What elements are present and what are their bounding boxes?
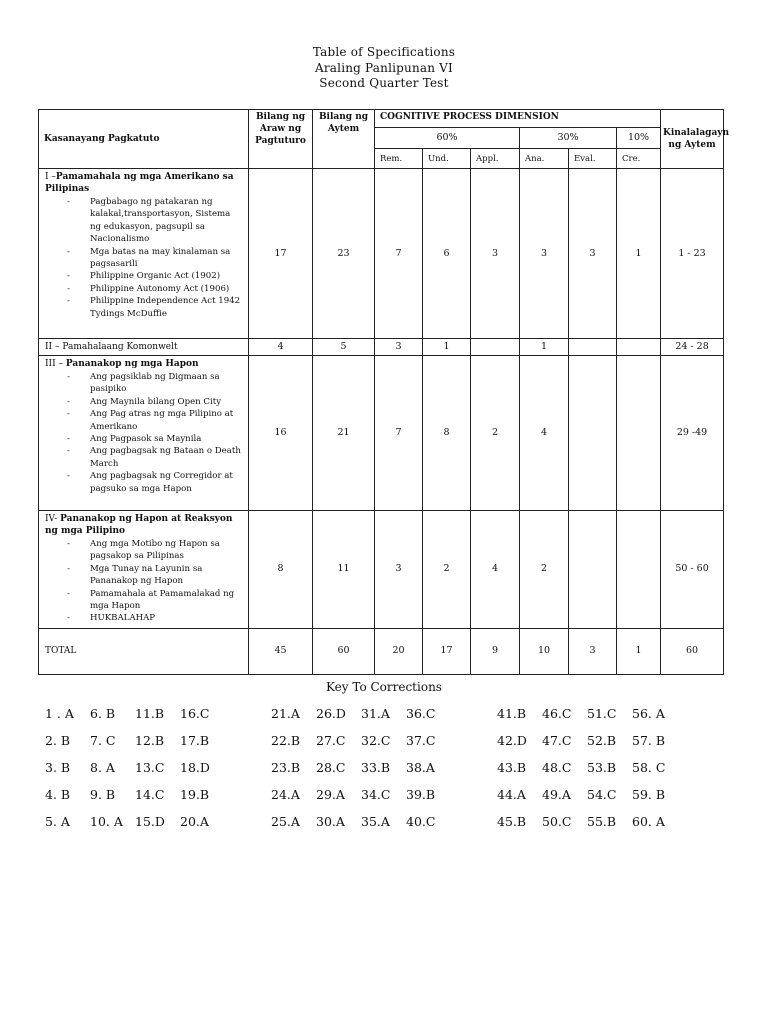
key-answer: 3. B	[45, 760, 71, 775]
cre-cell	[617, 339, 661, 356]
answer-key	[45, 706, 745, 841]
key-answer: 25.A	[271, 814, 300, 829]
list-item: - Ang Maynila bilang Open City	[45, 396, 244, 408]
topic-title: Pananakop ng Hapon at Reaksyon ng mga Pilipino	[45, 514, 233, 536]
total-ana: 10	[520, 628, 569, 674]
key-answer: 58. C	[632, 760, 666, 775]
key-answer: 43.B	[497, 760, 527, 775]
key-answer: 14.C	[135, 787, 165, 802]
key-answer: 54.C	[587, 787, 617, 802]
key-answer: 26.D	[316, 706, 346, 721]
key-answer: 41.B	[497, 706, 527, 721]
key-answer: 21.A	[271, 706, 300, 721]
key-answer: 29.A	[316, 787, 345, 802]
eval-cell	[569, 339, 617, 356]
key-answer: 50.C	[542, 814, 572, 829]
table-row	[39, 169, 724, 339]
und-cell: 1	[423, 339, 471, 356]
key-answer: 42.D	[497, 733, 527, 748]
header-und: Und.	[423, 149, 471, 169]
total-label: TOTAL	[39, 628, 249, 674]
key-answer: 8. A	[90, 760, 115, 775]
location-cell: 24 - 28	[661, 339, 724, 356]
rem-cell: 7	[375, 169, 423, 339]
appl-cell: 2	[471, 356, 520, 511]
location-cell: 29 -49	[661, 356, 724, 511]
list-item: - Mga batas na may kinalaman sa pagsasarili	[45, 246, 244, 271]
total-items: 60	[313, 628, 375, 674]
key-answer: 19.B	[180, 787, 210, 802]
table-of-specifications	[38, 109, 730, 675]
items-cell: 11	[313, 511, 375, 629]
key-answer: 7. C	[90, 733, 116, 748]
topic-title: Pamamahala ng mga Amerikano sa Pilipinas	[45, 172, 234, 194]
topic-cell	[39, 339, 249, 356]
key-answer: 52.B	[587, 733, 617, 748]
key-answer: 56. A	[632, 706, 665, 721]
topic-number: I –	[45, 172, 56, 182]
appl-cell: 4	[471, 511, 520, 629]
key-answer: 28.C	[316, 760, 346, 775]
ana-cell: 2	[520, 511, 569, 629]
title-line-1: Table of Specifications	[312, 45, 456, 59]
key-answer: 48.C	[542, 760, 572, 775]
document-title	[0, 45, 768, 92]
header-cognitive-dimension: COGNITIVE PROCESS DIMENSION	[375, 110, 661, 128]
key-answer: 1 . A	[45, 706, 74, 721]
key-answer: 10. A	[90, 814, 123, 829]
header-eval: Eval.	[569, 149, 617, 169]
list-item: - Pagbabago ng patakaran ng kalakal,transportasyon, Sistema ng edukasyon, pagsupil sa Nacionalismo	[45, 196, 244, 246]
eval-cell: 3	[569, 169, 617, 339]
key-answer: 16.C	[180, 706, 210, 721]
table-row	[39, 356, 724, 511]
key-row	[45, 760, 745, 787]
key-answer: 22.B	[271, 733, 301, 748]
header-competency: Kasanayang Pagkatuto	[39, 110, 249, 169]
days-cell: 16	[249, 356, 313, 511]
list-item: - Ang pagbagsak ng Corregidor at pagsuko sa mga Hapon	[45, 470, 244, 495]
ana-cell: 4	[520, 356, 569, 511]
items-cell: 5	[313, 339, 375, 356]
total-location: 60	[661, 628, 724, 674]
header-items: Bilang ng Aytem	[313, 110, 375, 169]
eval-cell	[569, 356, 617, 511]
key-answer: 53.B	[587, 760, 617, 775]
key-answer: 30.A	[316, 814, 345, 829]
und-cell: 6	[423, 169, 471, 339]
topic-cell	[39, 511, 249, 629]
key-answer: 20.A	[180, 814, 209, 829]
key-answer: 36.C	[406, 706, 436, 721]
cre-cell	[617, 511, 661, 629]
list-item: - Pamamahala at Pamamalakad ng mga Hapon	[45, 588, 244, 613]
header-percent-30: 30%	[520, 128, 617, 149]
total-days: 45	[249, 628, 313, 674]
header-rem: Rem.	[375, 149, 423, 169]
topic-number: III –	[45, 359, 66, 369]
key-answer: 40.C	[406, 814, 436, 829]
list-item: - HUKBALAHAP	[45, 612, 244, 624]
key-answer: 18.D	[180, 760, 210, 775]
total-eval: 3	[569, 628, 617, 674]
subtopic-list	[45, 538, 244, 625]
days-cell: 17	[249, 169, 313, 339]
title-line-3: Second Quarter Test	[319, 76, 449, 90]
header-appl: Appl.	[471, 149, 520, 169]
key-answer: 11.B	[135, 706, 165, 721]
topic-number: IV-	[45, 514, 61, 524]
key-answer: 2. B	[45, 733, 71, 748]
key-answer: 5. A	[45, 814, 70, 829]
eval-cell	[569, 511, 617, 629]
key-answer: 44.A	[497, 787, 526, 802]
key-answer: 27.C	[316, 733, 346, 748]
rem-cell: 7	[375, 356, 423, 511]
key-answer: 39.B	[406, 787, 436, 802]
topic-title: Pananakop ng mga Hapon	[65, 359, 199, 369]
total-cre: 1	[617, 628, 661, 674]
list-item: - Ang Pagpasok sa Maynila	[45, 433, 244, 445]
key-answer: 6. B	[90, 706, 116, 721]
header-percent-10: 10%	[617, 128, 661, 149]
key-answer: 57. B	[632, 733, 666, 748]
header-ana: Ana.	[520, 149, 569, 169]
key-answer: 51.C	[587, 706, 617, 721]
days-cell: 4	[249, 339, 313, 356]
topic-cell	[39, 169, 249, 339]
header-days: Bilang ng Araw ng Pagtuturo	[249, 110, 313, 169]
key-answer: 24.A	[271, 787, 300, 802]
table-total-row	[39, 628, 724, 674]
key-answer: 46.C	[542, 706, 572, 721]
appl-cell: 3	[471, 169, 520, 339]
key-row	[45, 733, 745, 760]
list-item: - Philippine Autonomy Act (1906)	[45, 283, 244, 295]
key-answer: 31.A	[361, 706, 390, 721]
total-appl: 9	[471, 628, 520, 674]
cre-cell	[617, 356, 661, 511]
key-answer: 49.A	[542, 787, 571, 802]
key-answer: 23.B	[271, 760, 301, 775]
key-answer: 9. B	[90, 787, 116, 802]
items-cell: 21	[313, 356, 375, 511]
items-cell: 23	[313, 169, 375, 339]
key-answer: 55.B	[587, 814, 617, 829]
key-answer: 34.C	[361, 787, 391, 802]
list-item: - Ang mga Motibo ng Hapon sa pagsakop sa Pilipinas	[45, 538, 244, 563]
key-answer: 37.C	[406, 733, 436, 748]
topic-cell	[39, 356, 249, 511]
key-answer: 59. B	[632, 787, 666, 802]
subtopic-list	[45, 371, 244, 495]
header-location: Kinalalagayn ng Aytem	[661, 110, 724, 169]
key-answer: 35.A	[361, 814, 390, 829]
total-und: 17	[423, 628, 471, 674]
list-item: - Philippine Organic Act (1902)	[45, 270, 244, 282]
rem-cell: 3	[375, 339, 423, 356]
list-item: - Ang Pag atras ng mga Pilipino at Amerikano	[45, 408, 244, 433]
key-title: Key To Corrections	[326, 680, 442, 694]
subtopic-list	[45, 196, 244, 320]
key-row	[45, 706, 745, 733]
location-cell: 1 - 23	[661, 169, 724, 339]
ana-cell: 3	[520, 169, 569, 339]
key-answer: 12.B	[135, 733, 165, 748]
key-answer: 17.B	[180, 733, 210, 748]
rem-cell: 3	[375, 511, 423, 629]
key-answer: 60. A	[632, 814, 665, 829]
table-row	[39, 511, 724, 629]
list-item: - Ang pagsiklab ng Digmaan sa pasipiko	[45, 371, 244, 396]
key-answer: 13.C	[135, 760, 165, 775]
list-item: - Mga Tunay na Layunin sa Pananakop ng Hapon	[45, 563, 244, 588]
und-cell: 8	[423, 356, 471, 511]
header-percent-60: 60%	[375, 128, 520, 149]
key-answer: 32.C	[361, 733, 391, 748]
key-answer: 47.C	[542, 733, 572, 748]
topic-title: II – Pamahalaang Komonwelt	[45, 342, 178, 352]
key-row	[45, 787, 745, 814]
table-row	[39, 339, 724, 356]
key-answer: 33.B	[361, 760, 391, 775]
key-answer: 4. B	[45, 787, 71, 802]
key-row	[45, 814, 745, 841]
ana-cell: 1	[520, 339, 569, 356]
list-item: - Ang pagbagsak ng Bataan o Death March	[45, 445, 244, 470]
days-cell: 8	[249, 511, 313, 629]
und-cell: 2	[423, 511, 471, 629]
title-line-2: Araling Panlipunan VI	[315, 60, 453, 75]
location-cell: 50 - 60	[661, 511, 724, 629]
key-answer: 15.D	[135, 814, 165, 829]
key-answer: 45.B	[497, 814, 527, 829]
appl-cell	[471, 339, 520, 356]
list-item: - Philippine Independence Act 1942 Tydings McDuffie	[45, 295, 244, 320]
key-answer: 38.A	[406, 760, 435, 775]
header-cre: Cre.	[617, 149, 661, 169]
cre-cell: 1	[617, 169, 661, 339]
total-rem: 20	[375, 628, 423, 674]
